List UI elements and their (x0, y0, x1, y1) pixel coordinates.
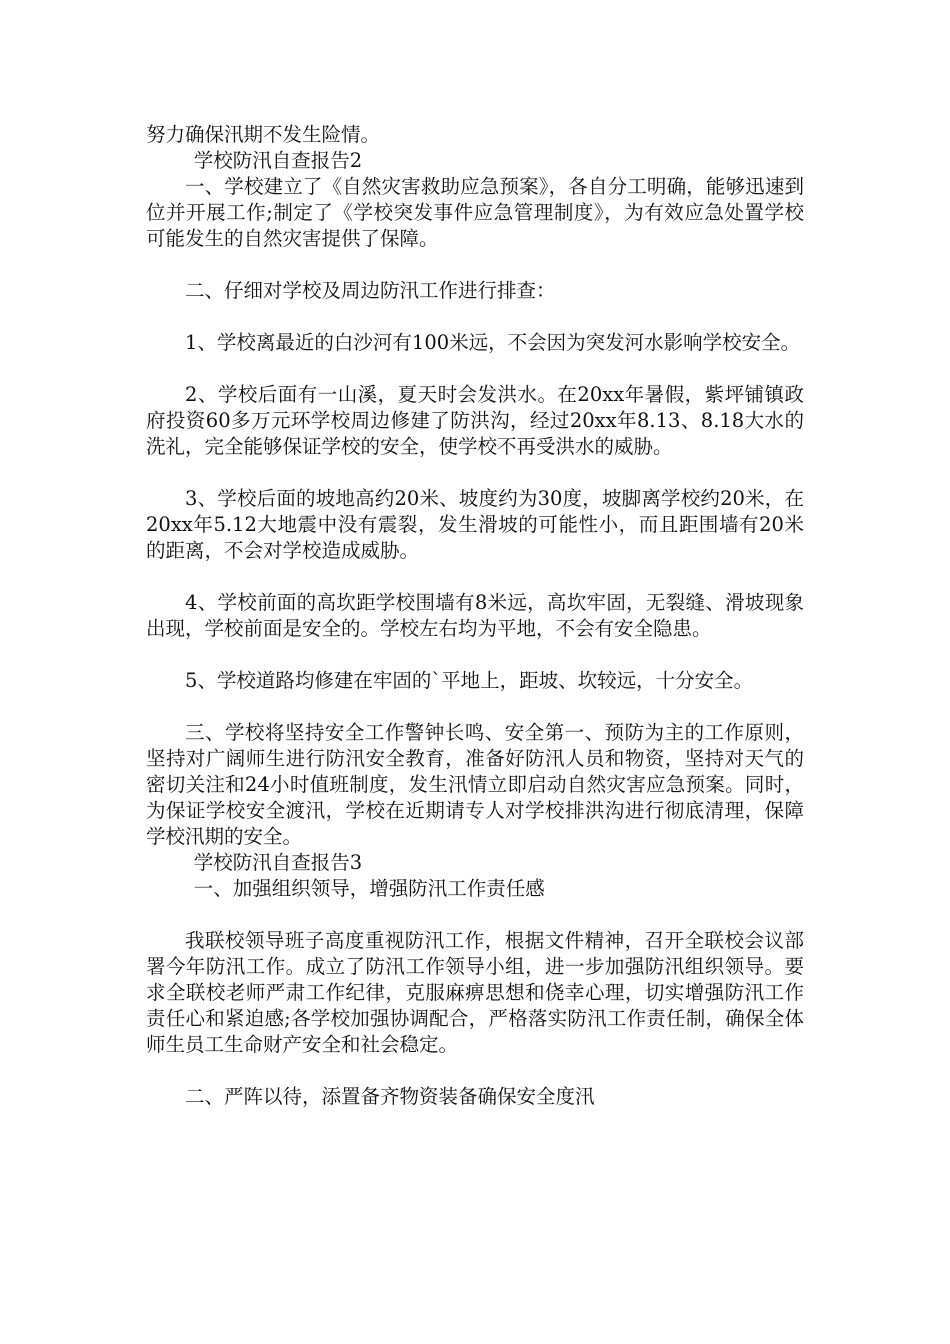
paragraph-inspection-heading: 二、仔细对学校及周边防汛工作进行排查： (185, 279, 556, 302)
paragraph-item-1: 1、学校离最近的白沙河有100米远，不会因为突发河水影响学校安全。 (185, 331, 801, 354)
paragraph-item-3: 3、学校后面的坡地高约20米、坡度约为30度，坡脚离学校约20米，在20xx年5.12大地震中没有震裂，发生滑坡的可能性小，而且距围墙有20米的距离，不会对学校造成威胁。 (146, 487, 804, 562)
subheading-leadership: 一、加强组织领导，增强防汛工作责任感 (193, 877, 545, 900)
paragraph-emergency-plan: 一、学校建立了《自然灾害救助应急预案》，各自分工明确，能够迅速到位并开展工作;制定了《学校突发事件应急管理制度》，为有效应急处置学校可能发生的自然灾害提供了保障。 (146, 175, 804, 250)
paragraph-item-5: 5、学校道路均修建在牢固的`平地上，距坡、坎较远，十分安全。 (185, 669, 754, 692)
paragraph-leadership: 我联校领导班子高度重视防汛工作，根据文件精神，召开全联校会议部署今年防汛工作。成立了防汛工作领导小组，进一步加强防汛组织领导。要求全联校老师严肃工作纪律，克服麻痹思想和侥幸心理，切实增强防汛工作责任心和紧迫感;各学校加强协调配合，严格落实防汛工作责任制，确保全体师生员工生命财产安全和社会稳定。 (146, 929, 804, 1056)
section-title-report-3: 学校防汛自查报告3 (193, 851, 363, 874)
paragraph-item-4: 4、学校前面的高坎距学校围墙有8米远，高坎牢固，无裂缝、滑坡现象出现，学校前面是安全的。学校左右均为平地，不会有安全隐患。 (146, 591, 804, 640)
paragraph-section-3-principles: 三、学校将坚持安全工作警钟长鸣、安全第一、预防为主的工作原则，坚持对广阔师生进行防汛安全教育，准备好防汛人员和物资，坚持对天气的密切关注和24小时值班制度，发生汛情立即启动自然灾害应急预案。同时，为保证学校安全渡汛，学校在近期请专人对学校排洪沟进行彻底清理，保障学校汛期的安全。 (146, 721, 804, 848)
section-title-report-2: 学校防汛自查报告2 (193, 149, 363, 172)
subheading-supplies: 二、严阵以待，添置备齐物资装备确保安全度汛 (185, 1085, 595, 1108)
paragraph-continuation: 努力确保汛期不发生险情。 (146, 123, 381, 146)
paragraph-item-2: 2、学校后面有一山溪，夏天时会发洪水。在20xx年暑假，紫坪铺镇政府投资60多万元环学校周边修建了防洪沟，经过20xx年8.13、8.18大水的洗礼，完全能够保证学校的安全，使学校不再受洪水的威胁。 (146, 383, 804, 458)
document-body (146, 122, 804, 1110)
